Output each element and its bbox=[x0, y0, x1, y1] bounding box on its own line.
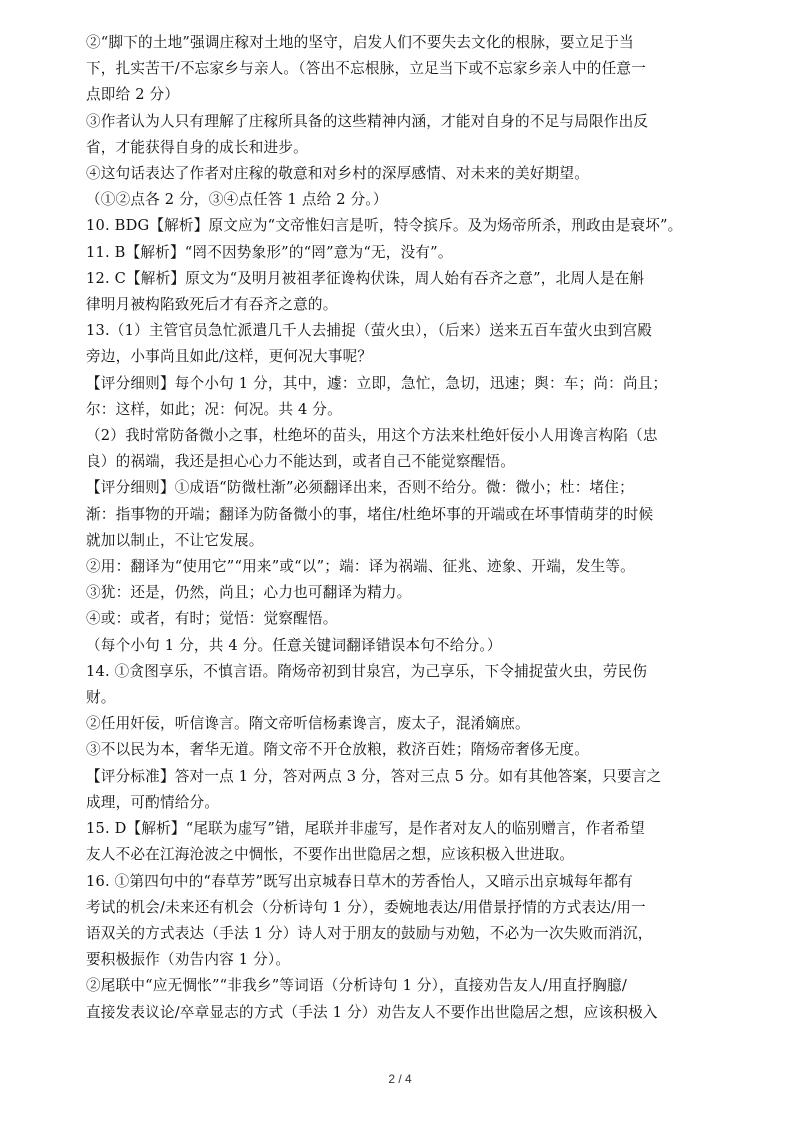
text-line: （每个小句 1 分，共 4 分。任意关键词翻译错误本句不给分。） bbox=[86, 636, 502, 654]
answer-key-text bbox=[86, 30, 720, 1026]
text-line: 良）的祸端，我还是担心心力不能达到，或者自己不能觉察醒悟。 bbox=[86, 453, 516, 471]
text-line: 下，扎实苦干/不忘家乡与亲人。（答出不忘根脉，立足当下或不忘家乡亲人中的任意一 bbox=[86, 60, 646, 78]
text-line: 省，才能获得自身的成长和进步。 bbox=[86, 138, 308, 156]
page-number: 2 / 4 bbox=[388, 1072, 412, 1086]
text-line: 【评分细则】①成语“防微杜渐”必须翻译出来，否则不给分。微：微小；杜：堵住； bbox=[86, 479, 634, 497]
text-line: 15. D【解析】“尾联为虚写”错，尾联并非虚写，是作者对友人的临别赠言，作者希望 bbox=[86, 820, 645, 838]
text-line: ②任用奸佞，听信谗言。隋文帝听信杨素谗言，废太子，混淆嫡庶。 bbox=[86, 715, 530, 733]
text-line: 11. B【解析】“罔不因势象形”的“罔”意为“无，没有”。 bbox=[86, 243, 453, 261]
text-line: 点即给 2 分） bbox=[86, 86, 180, 104]
text-line: 要积极振作（劝告内容 1 分）。 bbox=[86, 951, 291, 969]
text-line: 渐：指事物的开端；翻译为防备微小的事，堵住/杜绝坏事的开端或在坏事情萌芽的时候 bbox=[86, 505, 654, 523]
text-line: 语双关的方式表达（手法 1 分）诗人对于朋友的鼓励与劝勉，不必为一次失败而消沉， bbox=[86, 924, 653, 942]
text-line: 友人不必在江海沧波之中惆怅，不要作出世隐居之想，应该积极入世进取。 bbox=[86, 846, 575, 864]
text-line: 12. C【解析】原文为“及明月被祖孝征谗构伏诛，周人始有吞齐之意”，北周人是在斛 bbox=[86, 269, 645, 287]
text-line: ②用：翻译为“使用它”“用来”或“以”；端：译为祸端、征兆、迹象、开端，发生等。 bbox=[86, 558, 635, 576]
text-line: 就加以制止，不让它发展。 bbox=[86, 531, 264, 549]
text-line: 【评分细则】每个小句 1 分，其中，遽：立即，急忙，急切，迅速；舆：车；尚：尚且； bbox=[86, 374, 668, 392]
text-line: ③不以民为本，奢华无道。隋文帝不开仓放粮，救济百姓；隋炀帝奢侈无度。 bbox=[86, 741, 589, 759]
text-line: ④这句话表达了作者对庄稼的敬意和对乡村的深厚感情、对未来的美好期望。 bbox=[86, 165, 589, 183]
text-line: 直接发表议论/卒章显志的方式（手法 1 分）劝告友人不要作出世隐居之想，应该积极入 bbox=[86, 1003, 658, 1021]
text-line: 13.（1）主管官员急忙派遣几千人去捕捉（萤火虫），（后来）送来五百车萤火虫到宫殿 bbox=[86, 322, 653, 340]
text-line: ③作者认为人只有理解了庄稼所具备的这些精神内涵，才能对自身的不足与局限作出反 bbox=[86, 112, 649, 130]
text-line: （2）我时常防备微小之事，杜绝坏的苗头，用这个方法来杜绝奸佞小人用谗言构陷（忠 bbox=[86, 427, 658, 445]
text-line: 律明月被构陷致死后才有吞齐之意的。 bbox=[86, 296, 338, 314]
text-line: 成理，可酌情给分。 bbox=[86, 793, 220, 811]
text-line: 14. ①贪图享乐，不慎言语。隋炀帝初到甘泉宫，为己享乐，下令捕捉萤火虫，劳民伤 bbox=[86, 662, 648, 680]
text-line: 16. ①第四句中的“春草芳”既写出京城春日草木的芳香怡人，又暗示出京城每年都有 bbox=[86, 872, 633, 890]
text-line: ②尾联中“应无惆怅”“非我乡”等词语（分析诗句 1 分），直接劝告友人/用直抒胸臆/ bbox=[86, 977, 627, 995]
text-line: ④或：或者，有时；觉悟：觉察醒悟。 bbox=[86, 610, 338, 628]
text-line: 【评分标准】答对一点 1 分，答对两点 3 分，答对三点 5 分。如有其他答案，只要言之 bbox=[86, 767, 662, 785]
text-line: （①②点各 2 分，③④点任答 1 点给 2 分。） bbox=[86, 191, 388, 209]
text-line: 尔：这样，如此；况：何况。共 4 分。 bbox=[86, 400, 342, 418]
text-line: 财。 bbox=[86, 689, 116, 707]
text-line: ③犹：还是，仍然，尚且；心力也可翻译为精力。 bbox=[86, 584, 412, 602]
text-line: 考试的机会/未来还有机会（分析诗句 1 分），委婉地表达/用借景抒情的方式表达/用一 bbox=[86, 898, 646, 916]
text-line: ②“脚下的土地”强调庄稼对土地的坚守，启发人们不要失去文化的根脉，要立足于当 bbox=[86, 34, 634, 51]
text-line: 旁边，小事尚且如此/这样，更何况大事呢？ bbox=[86, 348, 373, 366]
text-line: 10. BDG【解析】原文应为“文帝惟妇言是听，特令摈斥。及为炀帝所杀，刑政由是衰坏”。 bbox=[86, 217, 683, 235]
